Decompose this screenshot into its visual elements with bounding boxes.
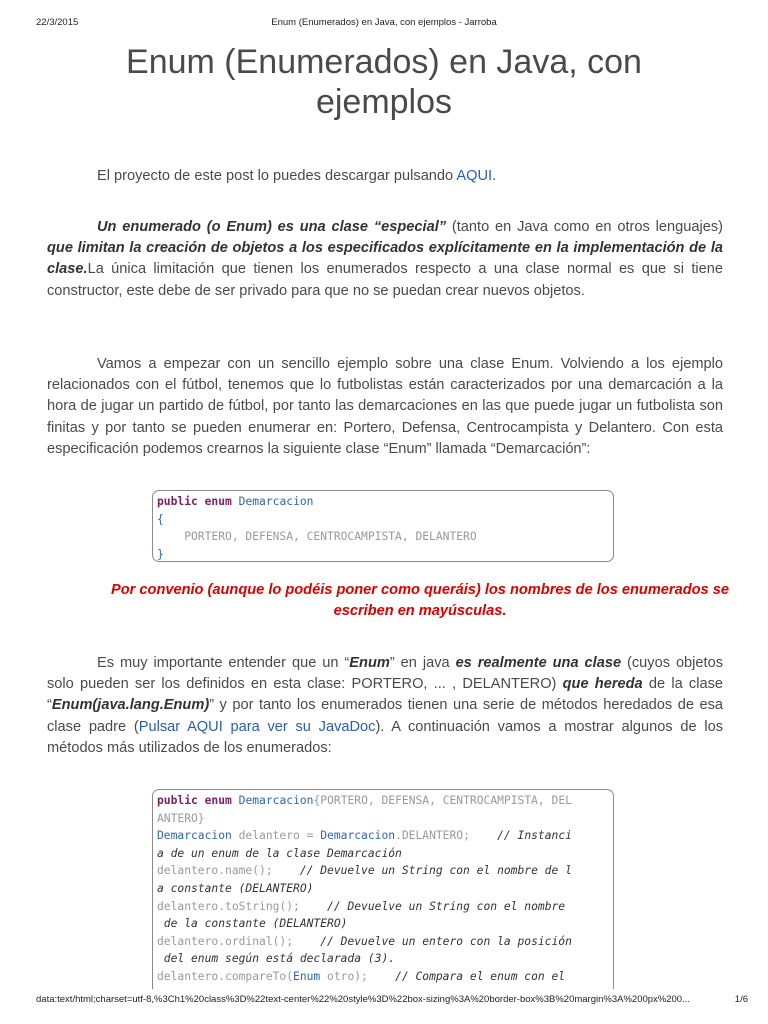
code-comment: // Devuelve un String con el nombre de l	[299, 864, 572, 878]
paragraph-enum-class	[47, 653, 723, 759]
print-page-title: Enum (Enumerados) en Java, con ejemplos - Jarroba	[271, 17, 497, 28]
code-line: delantero.ordinal();	[157, 934, 321, 948]
code-class-name: Demarcacion	[238, 794, 314, 807]
enum-class-text: ” en java	[389, 655, 456, 671]
code-line: PORTERO, DEFENSA, CENTROCAMPISTA, DELANTERO	[157, 530, 477, 544]
paragraph-text: El proyecto de este post lo puedes descargar pulsando	[97, 168, 457, 184]
javadoc-link[interactable]: Pulsar AQUI para ver su JavaDoc	[138, 718, 376, 735]
code-type: Demarcacion	[157, 829, 232, 843]
code-comment: // Instanci	[497, 829, 572, 843]
code-line: .DELANTERO;	[395, 829, 498, 843]
print-url: data:text/html;charset=utf-8,%3Ch1%20class%3D%22text-center%22%20style%3D%22box-sizing%3A%20border-box%3B%20margin%3A%200px%200...	[36, 994, 691, 1005]
definition-bold-2: que limitan la creación de objetos a los especificados explícitamente en la implementación de la clase.	[47, 240, 723, 278]
paragraph-definition	[47, 217, 723, 302]
code-block-methods	[152, 789, 614, 989]
convention-note: Por convenio (aunque lo podéis poner como queráis) los nombres de los enumerados se escriben en mayúsculas.	[111, 582, 729, 620]
enum-class-bold: es realmente una clase	[455, 655, 622, 671]
print-date: 22/3/2015	[36, 17, 79, 28]
download-link[interactable]: AQUI	[456, 168, 493, 184]
code-comment: a de un enum de la clase Demarcación	[157, 846, 402, 860]
code-type: Demarcacion	[320, 829, 396, 843]
code-line: delantero.name();	[157, 864, 300, 878]
code-line: otro);	[320, 969, 396, 983]
intro-example-text: Vamos a empezar con un sencillo ejemplo sobre una clase Enum. Volviendo a los ejemplo relacionados con el fútbol, tenemos que lo futbolistas están caracterizados por una demarcación a la hora de jugar un partido de fútbol, por tanto las demarcaciones en las que puede jugar un futbolista son finitas y por tanto se pueden enumerar en: Portero, Defensa, Centrocampista y Delantero. Con esta especificación podemos crearnos la siguiente clase “Enum” llamada “Demarcación”:	[47, 356, 723, 457]
article-title: Enum (Enumerados) en Java, con ejemplos	[126, 43, 642, 121]
code-comment: a constante (DELANTERO)	[157, 881, 314, 895]
code-keyword: public	[157, 495, 198, 508]
code-line: delantero.toString();	[157, 899, 328, 913]
code-line: ANTERO}	[157, 811, 205, 825]
enum-class-bold: que hereda	[562, 676, 643, 693]
code-block-enum	[152, 490, 614, 562]
code-brace: }	[157, 547, 164, 561]
definition-bold: Un enumerado (o Enum) es una clase “especial”	[97, 219, 447, 235]
code-keyword: public	[157, 794, 198, 807]
code-keyword: enum	[204, 495, 232, 508]
paragraph-intro-example	[47, 354, 723, 460]
paragraph-text-end: .	[492, 168, 497, 184]
enum-class-text: ). A continuación vamos a mostrar algunos de los métodos más utilizados de los enumerados:	[47, 718, 723, 756]
code-comment: del enum según está declarada (3).	[157, 952, 396, 966]
print-header	[0, 17, 768, 31]
code-class-name: Demarcacion	[238, 495, 314, 508]
code-comment: de la constante (DELANTERO)	[157, 917, 348, 931]
code-line: delantero.compareTo(	[157, 969, 294, 983]
enum-class-text: Es muy importante entender que un “	[97, 655, 350, 671]
page-number: 1/6	[734, 994, 748, 1005]
enum-class-bold: Enum	[349, 655, 390, 671]
code-type: Enum	[293, 969, 321, 983]
definition-text-2: La única limitación que tienen los enumerados respecto a una clase normal es que si tiene constructor, este debe de ser privado para que no se puedan crear nuevos objetos.	[47, 261, 723, 299]
print-footer	[0, 994, 768, 1008]
paragraph-download	[47, 166, 723, 187]
code-line: {PORTERO, DEFENSA, CENTROCAMPISTA, DEL	[313, 794, 572, 807]
enum-class-bold: Enum(java.lang.Enum)	[51, 697, 210, 714]
enum-class-text: ” y por tanto los enumerados tienen una serie de métodos heredados de esa clase padre (	[47, 697, 723, 735]
enum-class-text: (cuyos objetos solo pueden ser los definidos en esta clase: PORTERO, ... , DELANTERO)	[47, 655, 724, 693]
code-brace: {	[157, 512, 164, 526]
code-comment: // Compara el enum con el	[395, 969, 566, 983]
definition-text: (tanto en Java como en otros lenguajes)	[446, 219, 723, 235]
code-comment: // Devuelve un String con el nombre	[327, 899, 566, 913]
code-keyword: enum	[204, 794, 232, 807]
code-line: delantero =	[231, 829, 321, 843]
code-comment: // Devuelve un entero con la posición	[320, 934, 572, 948]
enum-class-text: de la clase “	[47, 676, 723, 714]
